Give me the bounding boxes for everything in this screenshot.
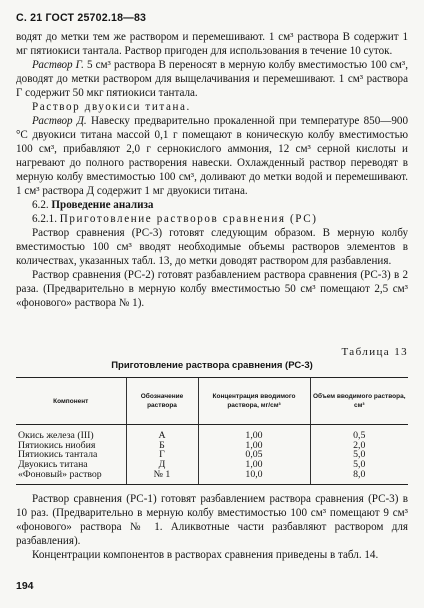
table-cell: 10,0 xyxy=(198,470,310,484)
table-cell: 8,0 xyxy=(310,470,408,484)
table-cell: № 1 xyxy=(126,470,198,484)
body-text-upper xyxy=(16,30,408,310)
paragraph-pc2: Раствор сравнения (РС-2) готовят разбавлением раствора сравнения (РС-3) в 2 раза. (Предварительно в мерную колбу вместимостью 50 см³ помещают 2,5 см³ «фонового» раствора № 1). xyxy=(16,269,408,309)
table-cell: 5,0 xyxy=(310,460,408,470)
solution-g-text: 5 см³ раствора В переносят в мерную колбу вместимостью 100 см³, доводят до метки раствором для выщелачивания и перемешивают. 1 см³ раствора Г содержит 50 мкг пятиокиси тантала. xyxy=(16,59,408,99)
body-text-lower xyxy=(16,492,408,562)
table-title: Приготовление раствора сравнения (РС-3) xyxy=(111,360,313,371)
table-cell: 5,0 xyxy=(310,450,408,460)
table-cell: Б xyxy=(126,441,198,451)
section-number: 6.2. xyxy=(32,199,49,211)
table-row xyxy=(16,470,408,484)
solution-d-text: Навеску предварительно прокаленной при температуре 850—900 °C двуокиси титана массой 0,1 г помещают в коническую колбу вместимостью 100 см³, прибавляют 2,0 г сернокислого аммония, 12 см³ серной кислоты и нагревают до полного растворения навески. Охлажденный раствор переводят в мерную колбу вместимостью 100 см³, доливают до метки водой и перемешивают. 1 см³ раствора Д содержит 1 мг двуокиси титана. xyxy=(16,115,408,197)
page-header: С. 21 ГОСТ 25702.18—83 xyxy=(16,12,147,24)
solution-d-label: Раствор Д. xyxy=(32,115,87,127)
paragraph-pc3: Раствор сравнения (РС-3) готовят следующим образом. В мерную колбу вместимостью 100 см³ вводят необходимые объемы растворов элементов в количествах, указанных табл. 13, до метки доводят раствором для разбавления. xyxy=(16,227,408,267)
table-cell: Г xyxy=(126,450,198,460)
solution-g-label: Раствор Г. xyxy=(32,59,84,71)
table-number: Таблица 13 xyxy=(341,346,408,358)
table-cell: А xyxy=(126,425,198,441)
page-number: 194 xyxy=(16,580,34,592)
subsection-heading xyxy=(16,212,408,226)
table-row xyxy=(16,425,408,441)
titanium-heading: Раствор двуокиси титана. xyxy=(32,101,191,113)
table-header-row xyxy=(16,378,408,425)
column-header: Обозначение раствора xyxy=(126,378,198,425)
table-cell: Д xyxy=(126,460,198,470)
table-cell: Двуокись титана xyxy=(18,459,88,471)
table-cell: Пятиокись ниобия xyxy=(18,439,96,451)
table-cell: 0,5 xyxy=(310,425,408,441)
column-header: Объем вводимого раствора, см³ xyxy=(310,378,408,425)
paragraph-pc1: Раствор сравнения (РС-1) готовят разбавлением раствора сравнения (РС-3) в 10 раз. (Предварительно в мерную колбу вместимостью 100 см³ помещают 9 см³ «фонового» раствора № 1. Аликвотные части разбавляют раствором для разбавления). xyxy=(16,493,408,547)
subsection-number: 6.2.1. xyxy=(32,213,57,225)
table-cell: Пятиокись тантала xyxy=(18,449,98,461)
table-cell: 2,0 xyxy=(310,441,408,451)
paragraph-concentrations: Концентрации компонентов в растворах сравнения приведены в табл. 14. xyxy=(32,549,379,561)
table-cell: 1,00 xyxy=(198,425,310,441)
paragraph-solution-d xyxy=(16,114,408,198)
table-cell: 0,05 xyxy=(198,450,310,460)
paragraph-solution-g xyxy=(16,58,408,100)
table-cell: «Фоновый» раствор xyxy=(16,470,126,484)
reference-solution-table xyxy=(16,377,408,485)
table-cell: Окись железа (III) xyxy=(18,430,94,441)
subsection-title: Приготовление растворов сравнения (РС) xyxy=(59,213,318,225)
column-header: Компонент xyxy=(16,378,126,425)
section-title: Проведение анализа xyxy=(51,199,154,211)
column-header: Концентрация вводимого раствора, мг/см³ xyxy=(198,378,310,425)
table-cell: 1,00 xyxy=(198,441,310,451)
section-heading xyxy=(16,198,408,212)
table-cell: 1,00 xyxy=(198,460,310,470)
paragraph-solution-v-end: водят до метки тем же раствором и перемешивают. 1 см³ раствора В содержит 1 мг пятиокиси тантала. Раствор пригоден для использования в течение 10 суток. xyxy=(16,31,408,57)
